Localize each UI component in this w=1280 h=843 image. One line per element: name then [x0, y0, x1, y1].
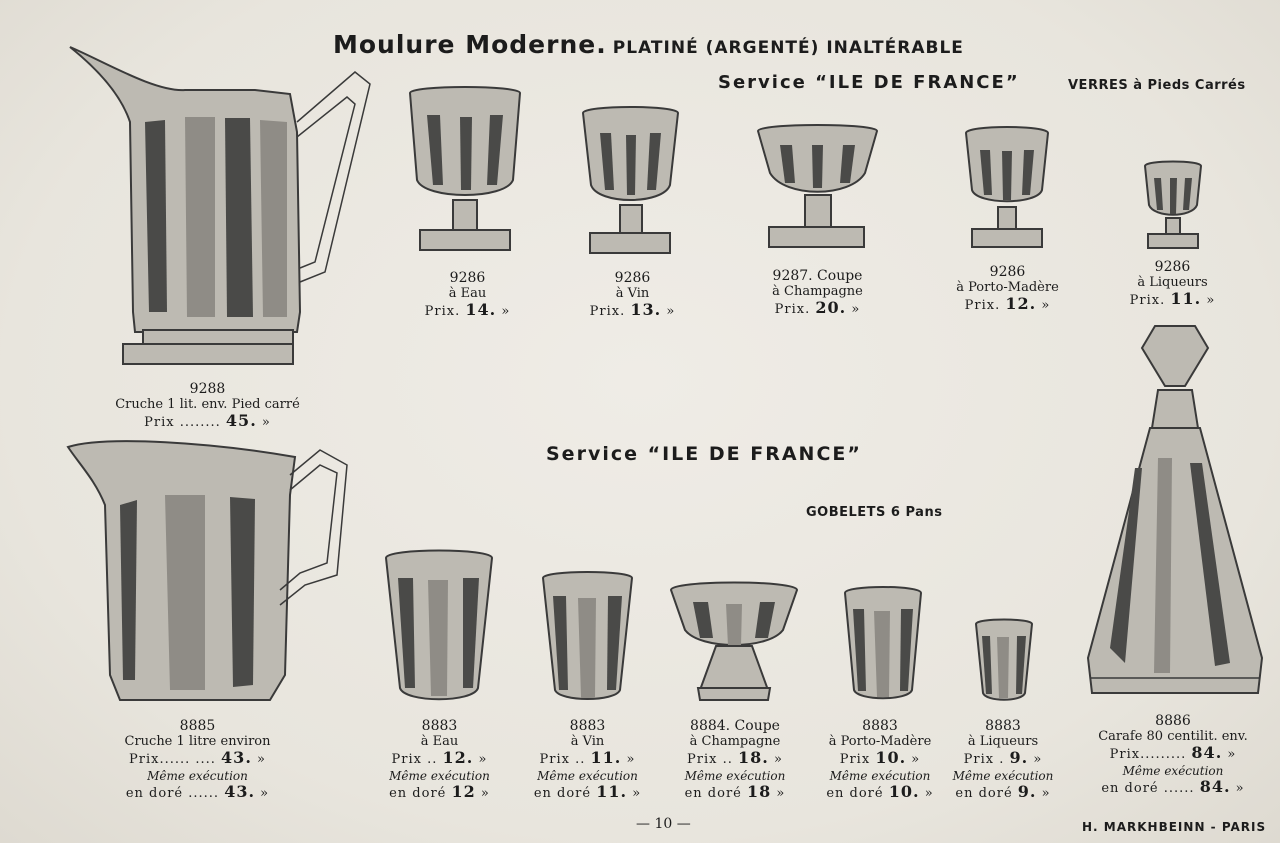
gobelet-8883-porto-illustration: [842, 585, 924, 707]
price-arrow: »: [1041, 298, 1051, 313]
dore-arrow: »: [260, 786, 270, 801]
item-8884-champagne: [670, 718, 800, 802]
item-name: à Liqueurs: [967, 734, 1039, 749]
price-arrow: »: [478, 752, 488, 767]
meme-execution: Même exécution: [389, 769, 490, 783]
price-label: Prix .: [963, 752, 1005, 767]
meme-execution: Même exécution: [1122, 764, 1224, 778]
price-label: Prix.: [964, 298, 1001, 313]
dore-price: 43.: [224, 782, 256, 801]
dore-arrow: »: [632, 786, 642, 801]
price-arrow: »: [1206, 293, 1216, 308]
dore-label: en doré: [955, 786, 1013, 801]
meme-execution: Même exécution: [537, 769, 638, 783]
price-value: 12.: [442, 748, 474, 767]
item-name: à Eau: [420, 734, 459, 749]
price-label: Prix: [839, 752, 871, 767]
item-name: Cruche 1 lit. env. Pied carré: [115, 397, 300, 412]
price-value: 43.: [221, 748, 252, 767]
item-name: à Liqueurs: [1137, 275, 1208, 290]
page-title: [333, 30, 964, 59]
dore-arrow: »: [776, 786, 786, 801]
dore-arrow: »: [1235, 781, 1245, 796]
glass-9286-porto-illustration: [962, 125, 1052, 255]
price-label: Prix.: [424, 304, 461, 319]
item-name: Cruche 1 litre environ: [124, 734, 271, 749]
dore-label: en doré ......: [1101, 781, 1195, 796]
pitcher-8885-illustration: [65, 435, 355, 707]
meme-execution: Même exécution: [829, 769, 931, 783]
price-label: Prix ..: [687, 752, 733, 767]
price-arrow: »: [261, 415, 271, 430]
price-value: 9.: [1009, 748, 1029, 767]
title-main: Moulure Moderne.: [333, 30, 607, 59]
price-label: Prix.: [774, 302, 811, 317]
item-9286-porto: [940, 264, 1075, 314]
price-value: 18.: [738, 748, 769, 767]
dore-label: en doré: [684, 786, 742, 801]
item-ref: 8886: [1155, 713, 1191, 729]
item-9286-liqueurs: [1110, 259, 1235, 309]
item-name: à Porto-Madère: [828, 734, 932, 749]
dore-price: 18: [747, 782, 772, 801]
item-8883-vin: [525, 718, 650, 802]
price-label: Prix.........: [1109, 747, 1187, 762]
meme-execution: Même exécution: [147, 769, 248, 783]
gobelets-heading: GOBELETS 6 Pans: [806, 505, 943, 520]
price-value: 84.: [1191, 743, 1223, 762]
dore-label: en doré ......: [125, 786, 220, 801]
item-9287-champagne: [750, 268, 885, 318]
item-name: à Eau: [448, 286, 487, 301]
price-arrow: »: [911, 752, 921, 767]
item-9286-vin: [570, 270, 695, 320]
price-label: Prix ..: [391, 752, 438, 767]
service-mid-heading: Service “ILE DE FRANCE”: [546, 443, 862, 465]
price-value: 45.: [225, 411, 257, 430]
item-name: à Vin: [570, 734, 605, 749]
price-arrow: »: [666, 304, 676, 319]
price-arrow: »: [501, 304, 511, 319]
pitcher-9288-illustration: [65, 42, 375, 370]
price-arrow: »: [774, 752, 783, 767]
coupe-8884-champagne-illustration: [668, 580, 800, 705]
price-arrow: »: [257, 752, 266, 767]
item-8883-liqueurs: [943, 718, 1063, 802]
item-ref: 8883: [862, 718, 898, 734]
price-value: 10.: [875, 748, 907, 767]
item-name: à Champagne: [772, 284, 863, 299]
item-name: à Porto-Madère: [956, 280, 1059, 295]
price-value: 12.: [1005, 294, 1037, 313]
item-name: Carafe 80 centilit. env.: [1098, 729, 1248, 744]
dore-label: en doré: [826, 786, 884, 801]
item-ref: 9286: [614, 270, 651, 286]
dore-label: en doré: [389, 786, 447, 801]
price-value: 11.: [590, 748, 622, 767]
price-label: Prix.: [1129, 293, 1166, 308]
dore-price: 10.: [888, 782, 920, 801]
price-label: Prix.: [589, 304, 626, 319]
item-name: à Vin: [615, 286, 650, 301]
price-arrow: »: [1227, 747, 1237, 762]
coupe-9287-champagne-illustration: [755, 123, 880, 253]
item-ref: 9286: [1154, 259, 1191, 275]
publisher-name: H. MARKHBEINN - PARIS: [1082, 820, 1267, 834]
item-ref: 8885: [179, 718, 216, 734]
service-top-heading: Service “ILE DE FRANCE”: [718, 72, 1020, 93]
price-arrow: »: [1033, 752, 1043, 767]
price-label: Prix ........: [144, 415, 221, 430]
price-value: 14.: [465, 300, 497, 319]
item-8883-eau: [377, 718, 502, 802]
price-value: 13.: [630, 300, 662, 319]
price-value: 11.: [1170, 289, 1202, 308]
verres-heading: VERRES à Pieds Carrés: [1068, 78, 1246, 93]
carafe-8886-illustration: [1080, 318, 1270, 708]
glass-9286-liqueurs-illustration: [1142, 160, 1204, 255]
item-9286-eau: [405, 270, 530, 320]
price-label: Prix...... ....: [129, 752, 216, 767]
item-8883-porto: [815, 718, 945, 802]
dore-price: 9.: [1017, 782, 1037, 801]
gobelet-8883-vin-illustration: [540, 570, 635, 708]
price-label: Prix ..: [539, 752, 586, 767]
price-value: 20.: [815, 298, 847, 317]
dore-arrow: »: [480, 786, 490, 801]
dore-label: en doré: [533, 786, 592, 801]
meme-execution: Même exécution: [952, 769, 1054, 783]
item-8886-carafe: [1078, 713, 1268, 797]
item-ref: 9288: [189, 381, 226, 397]
item-ref: 9286: [989, 264, 1026, 280]
item-ref: 8883: [569, 718, 606, 734]
dore-arrow: »: [924, 786, 934, 801]
item-ref: 9287. Coupe: [772, 268, 863, 284]
meme-execution: Même exécution: [684, 769, 786, 783]
item-ref: 8883: [421, 718, 458, 734]
dore-price: 12: [451, 782, 476, 801]
item-9288-cruche: [95, 381, 320, 431]
title-sub: PLATINÉ (ARGENTÉ) INALTÉRABLE: [612, 38, 964, 58]
glass-9286-eau-illustration: [405, 85, 525, 260]
item-name: à Champagne: [689, 734, 781, 749]
dore-price: 11.: [596, 782, 628, 801]
dore-price: 84.: [1199, 777, 1231, 796]
item-ref: 8883: [985, 718, 1021, 734]
gobelet-8883-liqueurs-illustration: [973, 618, 1035, 706]
dore-arrow: »: [1041, 786, 1051, 801]
item-ref: 8884. Coupe: [690, 718, 780, 734]
page-number: — 10 —: [636, 816, 691, 832]
price-arrow: »: [626, 752, 636, 767]
gobelet-8883-eau-illustration: [383, 548, 495, 708]
price-arrow: »: [851, 302, 861, 317]
glass-9286-vin-illustration: [578, 105, 683, 260]
item-ref: 9286: [449, 270, 486, 286]
item-8885-cruche: [105, 718, 290, 802]
